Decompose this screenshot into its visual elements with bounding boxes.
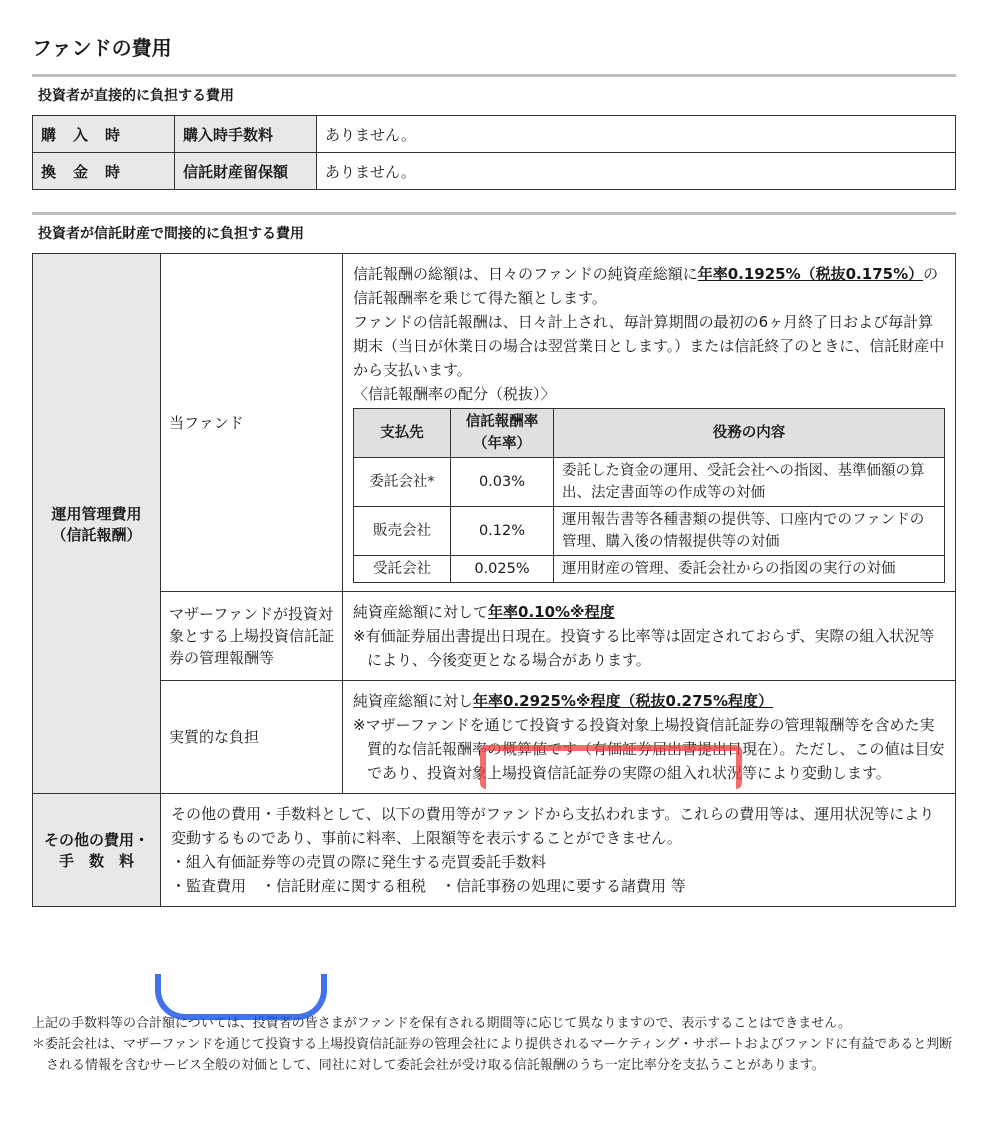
fund-text-1c: の信託報酬率を乗じて得た額とします。: [353, 265, 939, 307]
direct-cost-table: [32, 115, 956, 190]
fund-text-3: 〈信託報酬率の配分（税抜）〉: [353, 385, 556, 403]
indirect-cost-heading: 投資者が信託財産で間接的に負担する費用: [32, 212, 956, 251]
mother-fund-label: マザーファンドが投資対象とする上場投資信託証券の管理報酬等: [161, 592, 343, 681]
table-row: [354, 556, 945, 583]
real-burden-description: [343, 681, 956, 794]
col-service: 役務の内容: [554, 409, 945, 458]
real-burden-label: 実質的な負担: [161, 681, 343, 794]
real-text-2: ※マザーファンドを通じて投資する投資対象上場投資信託証券の管理報酬等を含めた実質的な信託報酬率の概算値です（有価証券届出書提出日現在）。ただし、この値は目安であり、投資対象上場投資信託証券の実際の組入れ状況等により変動します。: [353, 716, 945, 782]
fund-text-1a: 信託報酬の総額は、日々のファンドの純資産総額に: [353, 265, 698, 283]
service: 運用報告書等各種書類の提供等、口座内でのファンドの管理、購入後の情報提供等の対価: [554, 507, 945, 556]
footnotes: [32, 1013, 962, 1076]
management-fee-label: [33, 254, 161, 794]
table-row: [354, 507, 945, 556]
service: 運用財産の管理、委託会社からの指図の実行の対価: [554, 556, 945, 583]
allocation-table: [353, 408, 945, 583]
rate: 0.12%: [451, 507, 554, 556]
retention-fee-value: ありません。: [317, 153, 956, 190]
other-fee-label-2: 手 数 料: [58, 852, 134, 870]
purchase-fee-value: ありません。: [317, 116, 956, 153]
other-fee-label-1: その他の費用・: [43, 831, 149, 849]
other-fee-description: [161, 794, 956, 907]
service: 委託した資金の運用、受託会社への指図、基準価額の算出、法定書面等の作成等の対価: [554, 458, 945, 507]
fund-text-2: ファンドの信託報酬は、日々計上され、毎計算期間の最初の6ヶ月終了日および毎計算期末（当日が休業日の場合は翌営業日とします。）または信託終了のときに、信託財産中から支払います。: [353, 313, 945, 379]
rate: 0.03%: [451, 458, 554, 507]
table-row: [33, 794, 956, 907]
other-fee-label: [33, 794, 161, 907]
mother-text-1a: 純資産総額に対して: [353, 603, 489, 621]
other-text-3: ・監査費用 ・信託財産に関する租税 ・信託事務の処理に要する諸費用 等: [171, 877, 686, 895]
table-row: [354, 458, 945, 507]
mother-rate: 年率0.10%※程度: [488, 603, 615, 621]
table-row: [33, 254, 956, 592]
payee: 委託会社*: [354, 458, 451, 507]
management-fee-label-2: （信託報酬）: [51, 525, 142, 544]
real-text-1a: 純資産総額に対し: [353, 692, 474, 710]
payee: 販売会社: [354, 507, 451, 556]
indirect-cost-table: [32, 253, 956, 907]
table-row: [33, 153, 956, 190]
purchase-fee-label: 購入時手数料: [175, 116, 317, 153]
footnote-1: 上記の手数料等の合計額については、投資者の皆さまがファンドを保有される期間等に応じて異なりますので、表示することはできません。: [32, 1016, 852, 1031]
mother-fund-description: [343, 592, 956, 681]
table-row: [33, 116, 956, 153]
real-rate: 年率0.2925%※程度（税抜0.275%程度）: [473, 692, 773, 710]
purchase-label: 購 入 時: [33, 116, 175, 153]
other-text-1: その他の費用・手数料として、以下の費用等がファンドから支払われます。これらの費用等は、運用状況等により変動するものであり、事前に料率、上限額等を表示することができません。: [171, 805, 935, 847]
fund-rate: 年率0.1925%（税抜0.175%）: [697, 265, 924, 283]
page-title: ファンドの費用: [32, 36, 172, 60]
table-row: [354, 409, 945, 458]
footnote-2: ＊委託会社は、マザーファンドを通じて投資する上場投資信託証券の管理会社により提供されるマーケティング・サポートおよびファンドに有益であると判断される情報を含むサービス全般の対価として、同社に対して委託会社が受け取る信託報酬のうち一定比率分を支払うことがあります。: [32, 1037, 953, 1073]
col-rate: 信託報酬率（年率）: [451, 409, 554, 458]
payee: 受託会社: [354, 556, 451, 583]
table-row: [33, 681, 956, 794]
other-text-2: ・組入有価証券等の売買の際に発生する売買委託手数料: [171, 853, 547, 871]
management-fee-label-1: 運用管理費用: [51, 504, 142, 523]
rate: 0.025%: [451, 556, 554, 583]
retention-fee-label: 信託財産留保額: [175, 153, 317, 190]
fund-description: [343, 254, 956, 592]
redemption-label: 換 金 時: [33, 153, 175, 190]
fund-label: 当ファンド: [161, 254, 343, 592]
table-row: [33, 592, 956, 681]
mother-text-2: ※有価証券届出書提出日現在。投資する比率等は固定されておらず、実際の組入状況等により、今後変更となる場合があります。: [353, 627, 935, 669]
direct-cost-heading: 投資者が直接的に負担する費用: [32, 74, 956, 113]
col-payee: 支払先: [354, 409, 451, 458]
